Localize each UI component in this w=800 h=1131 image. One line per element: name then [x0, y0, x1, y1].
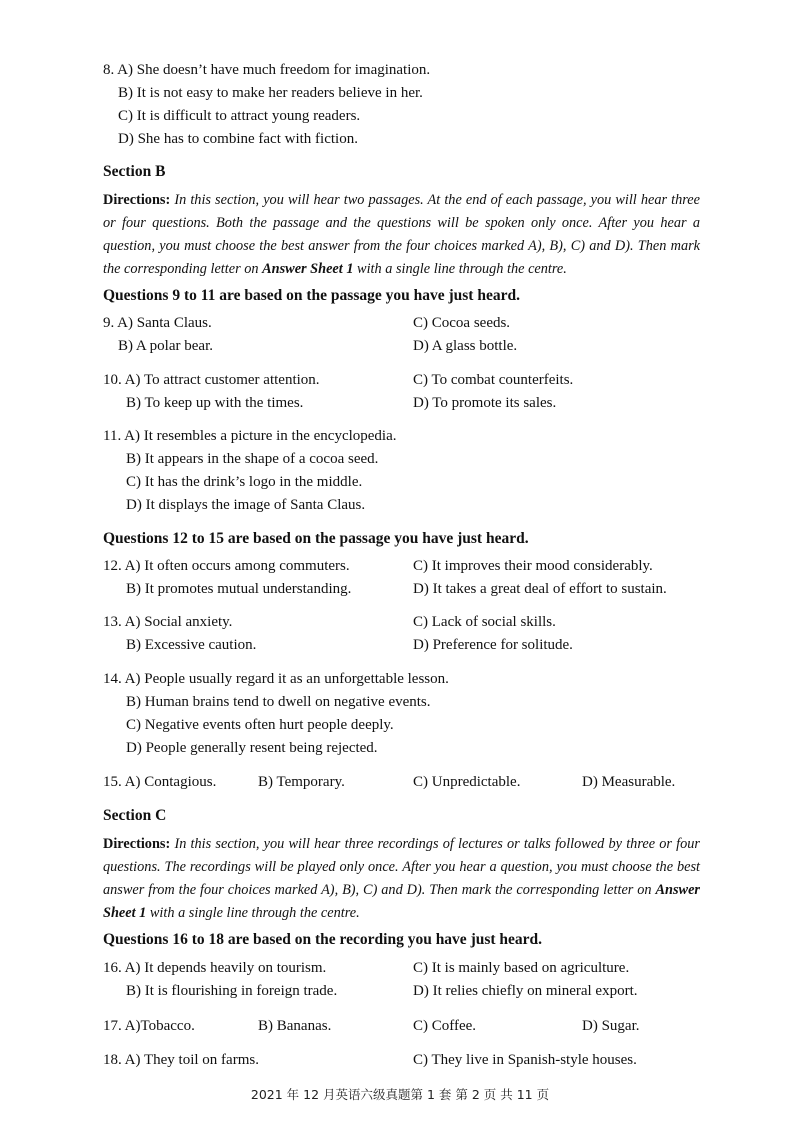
group-heading-12-15: Questions 12 to 15 are based on the passage you have just heard.: [103, 530, 529, 547]
q17-option-a: 17. A)Tobacco.: [103, 1018, 195, 1034]
q15-option-b: B) Temporary.: [258, 774, 345, 790]
directions-label: Directions:: [103, 192, 171, 208]
q8-option-d: D) She has to combine fact with fiction.: [118, 131, 358, 147]
q10-option-c: C) To combat counterfeits.: [413, 372, 574, 388]
q9-option-b: B) A polar bear.: [118, 338, 213, 354]
q18-option-c: C) They live in Spanish-style houses.: [413, 1052, 637, 1068]
answer-sheet-ref: Answer Sheet 1: [103, 882, 700, 921]
section-b-heading: Section B: [103, 163, 166, 180]
q16-option-b: B) It is flourishing in foreign trade.: [126, 983, 338, 999]
q8-option-a: 8. A) She doesn’t have much freedom for imagination.: [103, 62, 431, 78]
q18-option-a: 18. A) They toil on farms.: [103, 1052, 259, 1068]
q15-option-a: 15. A) Contagious.: [103, 774, 217, 790]
section-c-directions: [103, 833, 700, 925]
q17-option-d: D) Sugar.: [582, 1018, 640, 1034]
directions-tail: with a single line through the centre.: [149, 905, 360, 921]
q11-option-a: 11. A) It resembles a picture in the encyclopedia.: [103, 428, 397, 444]
q12-option-a: 12. A) It often occurs among commuters.: [103, 558, 350, 574]
q8-option-b: B) It is not easy to make her readers believe in her.: [118, 85, 423, 101]
q16-option-c: C) It is mainly based on agriculture.: [413, 960, 630, 976]
page-footer: 2021 年 12 月英语六级真题第 1 套 第 2 页 共 11 页: [250, 1087, 550, 1102]
q16-option-a: 16. A) It depends heavily on tourism.: [103, 960, 327, 976]
group-heading-16-18: Questions 16 to 18 are based on the recording you have just heard.: [103, 931, 543, 948]
q16-option-d: D) It relies chiefly on mineral export.: [413, 983, 638, 999]
section-b-directions: [103, 189, 700, 281]
q13-option-a: 13. A) Social anxiety.: [103, 614, 233, 630]
group-heading-9-11: Questions 9 to 11 are based on the passage you have just heard.: [103, 287, 520, 304]
q13-option-c: C) Lack of social skills.: [413, 614, 556, 630]
q10-option-d: D) To promote its sales.: [413, 395, 557, 411]
q11-option-c: C) It has the drink’s logo in the middle.: [126, 474, 363, 490]
q13-option-b: B) Excessive caution.: [126, 637, 257, 653]
directions-tail: with a single line through the centre.: [357, 261, 567, 277]
q12-option-c: C) It improves their mood considerably.: [413, 558, 653, 574]
q12-option-b: B) It promotes mutual understanding.: [126, 581, 352, 597]
q14-option-c: C) Negative events often hurt people deeply.: [126, 717, 394, 733]
q10-option-b: B) To keep up with the times.: [126, 395, 304, 411]
directions-text: In this section, you will hear two passages. At the end of each passage, you will hear three or four questions. Both the passage and the questions will be spoken only once. After you hear a question, you must choose the best answer from the four choices marked A), B), C) and D). Then mark the corresponding letter on: [103, 192, 701, 277]
q9-option-c: C) Cocoa seeds.: [413, 315, 511, 331]
q13-option-d: D) Preference for solitude.: [413, 637, 573, 653]
directions-text: In this section, you will hear three recordings of lectures or talks followed by three or four questions. The recordings will be played only once. After you hear a question, you must choose the best answer from the four choices marked A), B), C) and D). Then mark the corresponding letter on: [103, 836, 700, 898]
q10-option-a: 10. A) To attract customer attention.: [103, 372, 320, 388]
q8-option-c: C) It is difficult to attract young readers.: [118, 108, 361, 124]
answer-sheet-ref: Answer Sheet 1: [262, 261, 354, 277]
q12-option-d: D) It takes a great deal of effort to sustain.: [413, 581, 667, 597]
q9-option-d: D) A glass bottle.: [413, 338, 518, 354]
q14-option-b: B) Human brains tend to dwell on negative events.: [126, 694, 431, 710]
q9-option-a: 9. A) Santa Claus.: [103, 315, 212, 331]
q14-option-d: D) People generally resent being rejected.: [126, 740, 378, 756]
q11-option-b: B) It appears in the shape of a cocoa seed.: [126, 451, 379, 467]
directions-label: Directions:: [103, 836, 171, 852]
section-c-heading: Section C: [103, 807, 167, 824]
q14-option-a: 14. A) People usually regard it as an unforgettable lesson.: [103, 671, 449, 687]
q17-option-b: B) Bananas.: [258, 1018, 332, 1034]
q17-option-c: C) Coffee.: [413, 1018, 477, 1034]
q11-option-d: D) It displays the image of Santa Claus.: [126, 497, 366, 513]
q15-option-d: D) Measurable.: [582, 774, 676, 790]
q15-option-c: C) Unpredictable.: [413, 774, 521, 790]
